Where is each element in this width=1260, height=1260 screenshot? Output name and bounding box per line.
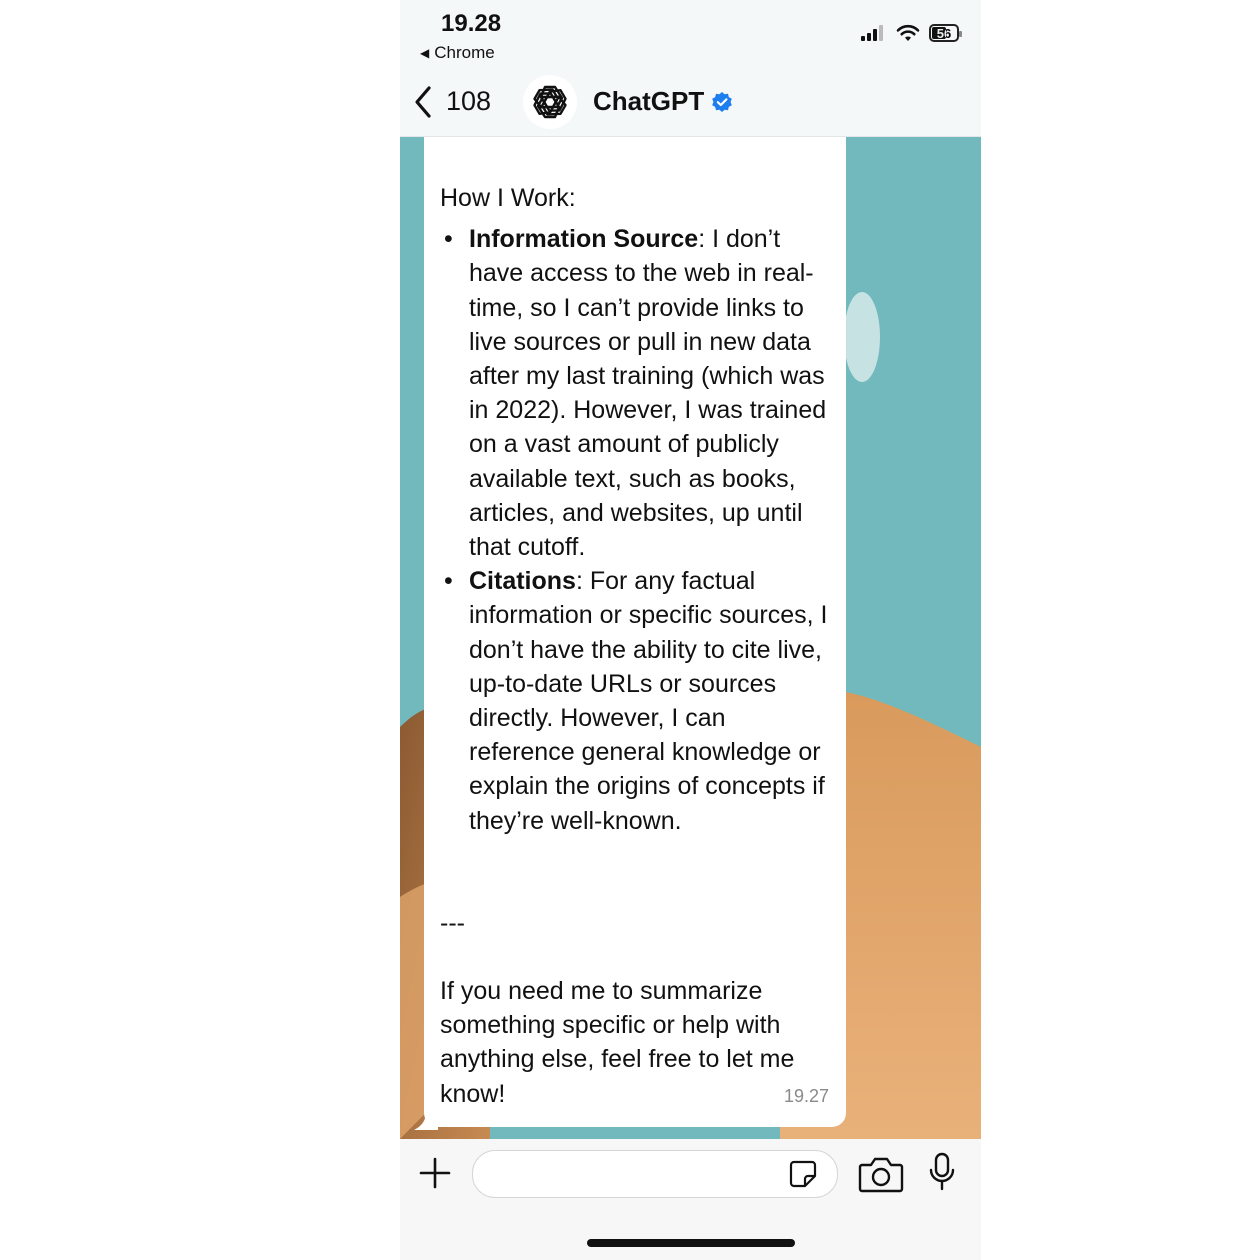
back-to-app-button[interactable] — [420, 43, 495, 63]
plus-icon[interactable] — [418, 1156, 452, 1190]
back-triangle-icon: ◀ — [420, 46, 430, 60]
list-item — [469, 222, 828, 564]
contact-name: ChatGPT — [593, 86, 705, 116]
bubble-tail — [414, 1112, 438, 1130]
item-title: Citations — [469, 567, 576, 596]
phone-screen — [400, 0, 981, 1260]
chat-area[interactable] — [400, 137, 981, 1139]
signal-icon — [861, 25, 887, 41]
list-item — [469, 564, 828, 838]
back-app-label: Chrome — [434, 43, 495, 62]
contact-name-button[interactable] — [593, 86, 733, 117]
openai-logo-icon — [529, 81, 571, 123]
wifi-icon — [896, 24, 920, 42]
unread-count[interactable]: 108 — [446, 86, 492, 116]
status-bar — [400, 0, 981, 70]
avatar[interactable] — [523, 75, 577, 129]
item-title: Information Source — [469, 225, 699, 254]
microphone-icon[interactable] — [928, 1152, 956, 1192]
status-time: 19.28 — [441, 10, 502, 37]
item-text: : For any factual information or specific sources, I don’t have the ability to cite live, up-to-date URLs or sources directly. However, I can reference general knowledge or explain the origins of concepts if they’re well-known. — [469, 567, 828, 835]
item-text: : I don’t have access to the web in real-time, so I can’t provide links to live sources or pull in new data after my last training (which was in 2022). However, I was trained on a vast amount of publicly available text, such as books, articles, and websites, up until that cutoff. — [469, 225, 827, 562]
home-indicator[interactable] — [587, 1239, 795, 1247]
message-separator: --- — [440, 908, 465, 937]
verified-badge-icon — [711, 91, 733, 113]
back-chevron-icon[interactable] — [412, 85, 434, 119]
battery-icon — [929, 24, 959, 42]
status-icons — [861, 24, 959, 42]
message-list — [440, 222, 828, 838]
message-closing: If you need me to summarize something specific or help with anything else, feel free to let me know! — [440, 977, 795, 1108]
message-timestamp: 19.27 — [783, 1086, 829, 1106]
battery-level: 56 — [936, 25, 952, 41]
message-text — [440, 181, 828, 1111]
sticker-icon[interactable] — [788, 1159, 818, 1189]
composer — [400, 1139, 981, 1260]
message-input[interactable] — [472, 1150, 838, 1198]
message-intro: How I Work: — [440, 184, 576, 212]
camera-icon[interactable] — [858, 1155, 904, 1193]
message-bubble[interactable] — [424, 137, 846, 1127]
chat-header — [400, 70, 981, 137]
